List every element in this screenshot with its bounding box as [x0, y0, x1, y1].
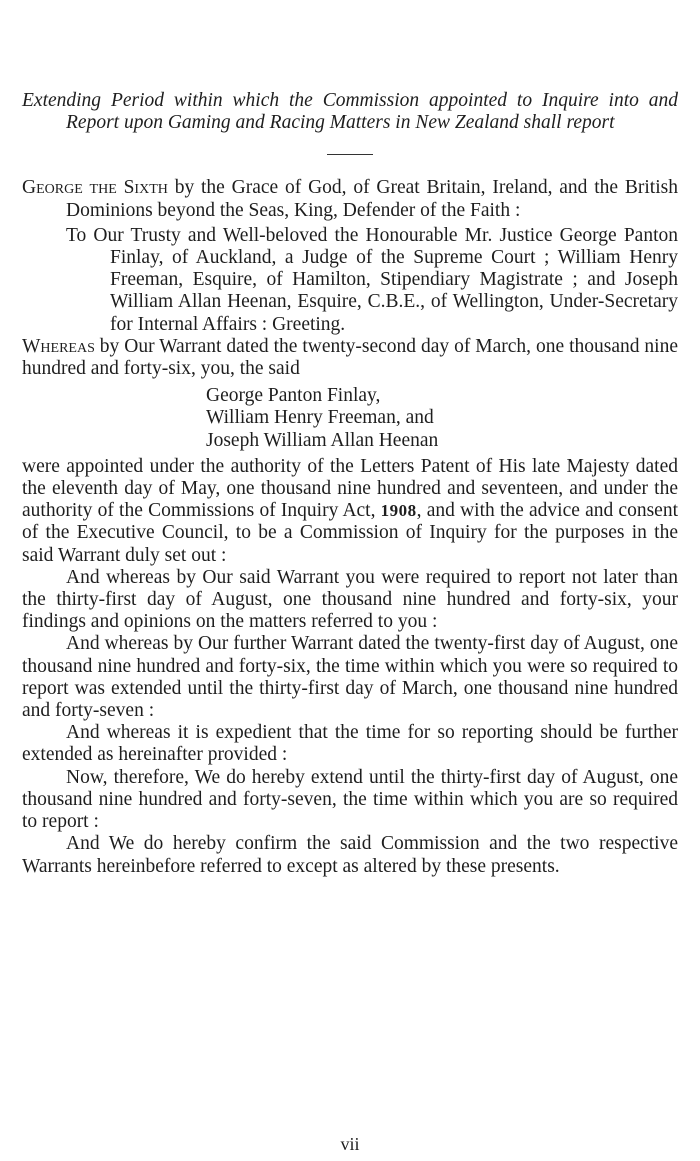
paragraph-first-extension: And whereas by Our further Warrant dated the twenty-first day of August, one thousand nine hundred and forty-six, the time within which you were so required to report was extended until the thirty-first day of March, one thousand nine hundred and forty-seven :	[22, 633, 678, 722]
page-number: vii	[340, 1134, 360, 1154]
commissioner-names	[206, 385, 678, 452]
act-year: 1908	[380, 501, 417, 521]
document-body	[22, 90, 678, 878]
whereas-paragraph	[22, 336, 678, 380]
commissioner-name: Joseph William Allan Heenan	[206, 429, 439, 451]
title-divider	[327, 154, 373, 155]
appointment-text-after: , and with the advice and consent of the Executive Council, to be a Commission of Inquiry for the purposes in the said Warrant duly set out :	[22, 500, 679, 566]
document-title: Extending Period within which the Commission appointed to Inquire into and Report upon Gaming and Racing Matters in New Zealand shall report	[22, 90, 678, 134]
king-name: George the Sixth	[22, 177, 168, 199]
paragraph-extension-order: Now, therefore, We do hereby extend until the thirty-first day of August, one thousand nine hundred and forty-seven, the time within which you are so required to report :	[22, 766, 678, 833]
whereas-text: by Our Warrant dated the twenty-second day of March, one thousand nine hundred and forty-six, you, the said	[22, 335, 678, 380]
whereas-word: Whereas	[22, 335, 95, 357]
appointment-text-before: were appointed under the authority of the Letters Patent of His late Majesty dated the eleventh day of May, one thousand nine hundred and seventeen, and under the authority of the Commissions of Inquiry Act,	[22, 455, 678, 522]
commissioner-name: William Henry Freeman, and	[206, 407, 434, 429]
king-style: by the Grace of God, of Great Britain, Ireland, and the British Dominions beyond the Seas, King, Defender of the Faith :	[66, 177, 678, 221]
paragraph-original-deadline: And whereas by Our said Warrant you were required to report not later than the thirty-first day of August, one thousand nine hundred and forty-six, your findings and opinions on the matters referred to you :	[22, 566, 678, 633]
paragraph-confirmation: And We do hereby confirm the said Commission and the two respective Warrants hereinbefore referred to except as altered by these presents.	[22, 833, 678, 877]
commissioner-name: George Panton Finlay,	[206, 385, 381, 407]
appointment-paragraph	[22, 456, 678, 567]
royal-preamble	[22, 177, 678, 221]
paragraph-expedient: And whereas it is expedient that the time for so reporting should be further extended as hereinafter provided :	[22, 722, 678, 766]
addressee-paragraph: To Our Trusty and Well-beloved the Honourable Mr. Justice George Panton Finlay, of Auckland, a Judge of the Supreme Court ; William Henry Freeman, Esquire, of Hamilton, Stipendiary Magistrate ; and Joseph William Allan Heenan, Esquire, C.B.E., of Wellington, Under-Secretary for Internal Affairs : Greeting.	[66, 224, 678, 335]
